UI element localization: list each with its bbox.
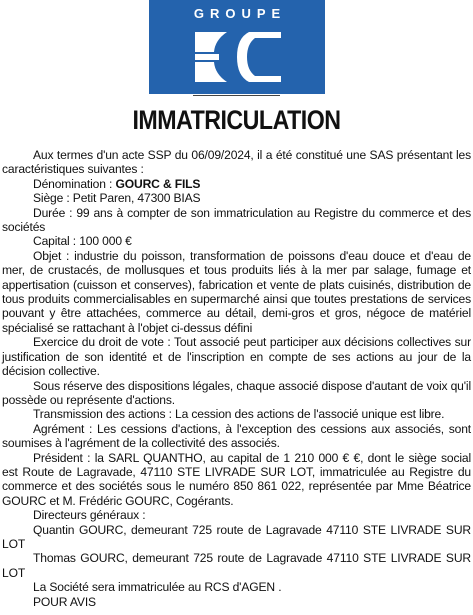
transmission-line: Transmission des actions : La cession des actions de l'associé unique est libre.: [33, 407, 445, 422]
heading-rule: [193, 95, 280, 96]
duree-paragraph: Durée : 99 ans à compter de son immatriculation au Registre du commerce et des sociétés: [2, 205, 471, 235]
agrement-paragraph: Agrément : Les cessions d'actions, à l'exception des cessions aux associés, sont soumises à l'agrément de la collectivité des associés.: [2, 421, 471, 451]
intro-paragraph: Aux termes d'un acte SSP du 06/09/2024, il a été constitué une SAS présentant les caractéristiques suivantes :: [2, 148, 471, 177]
logo-wordmark: GROUPE: [193, 6, 287, 21]
notice-body: [2, 148, 471, 609]
pour-avis-line: POUR AVIS: [33, 594, 96, 609]
objet-paragraph: Objet : industrie du poisson, transformation de poissons d'eau douce et d'eau de mer, de crustacés, de mollusques et tous produits liés à la mer par salage, fumage et appertisation (cuisson et conserves), fabrication et vente de plats cuisinés, distribution de tous produits commercialisables en supermarché ainsi que toutes prestations de services pouvant y être attachées, commerce au détail, demi-gros et gros, négoce de matériel spécialisé se rattachant à l'objet ci-dessus défini: [2, 248, 471, 335]
rcs-line: La Société sera immatriculée au RCS d'AGEN .: [33, 580, 282, 595]
denomination-line: [2, 177, 471, 191]
logo-mark-icon: [193, 30, 283, 84]
president-paragraph: Président : la SARL QUANTHO, au capital de 1 210 000 € €, dont le siège social est Route de Lagravade, 47110 STE LIVRADE SUR LOT, immatriculée au Registre du commerce et des sociétés sous le numéro 850 861 022, représentée par Mme Béatrice GOURC et M. Frédéric GOURC, Cogérants.: [2, 450, 471, 508]
vote-paragraph: Exercice du droit de vote : Tout associé peut participer aux décisions collectives sur justification de son identité et de l'inscription en compte de ses actions au jour de la décision collective.: [2, 335, 471, 379]
page-title: IMMATRICULATION: [132, 105, 341, 135]
siege-line: Siège : Petit Paren, 47300 BIAS: [33, 191, 201, 206]
directeur-1-paragraph: Quantin GOURC, demeurant 725 route de Lagravade 47110 STE LIVRADE SUR LOT: [2, 522, 471, 551]
denomination-label: Dénomination :: [33, 176, 116, 191]
denomination-value: GOURC & FILS: [115, 176, 201, 191]
reserve-paragraph: Sous réserve des dispositions légales, chaque associé dispose d'autant de voix qu'il possède ou représente d'actions.: [2, 378, 471, 407]
capital-line: Capital : 100 000 €: [33, 234, 132, 249]
groupe-logo: [149, 0, 325, 94]
directeurs-line: Directeurs généraux :: [33, 508, 146, 523]
directeur-2-paragraph: Thomas GOURC, demeurant 725 route de Lagravade 47110 STE LIVRADE SUR LOT: [2, 551, 471, 580]
